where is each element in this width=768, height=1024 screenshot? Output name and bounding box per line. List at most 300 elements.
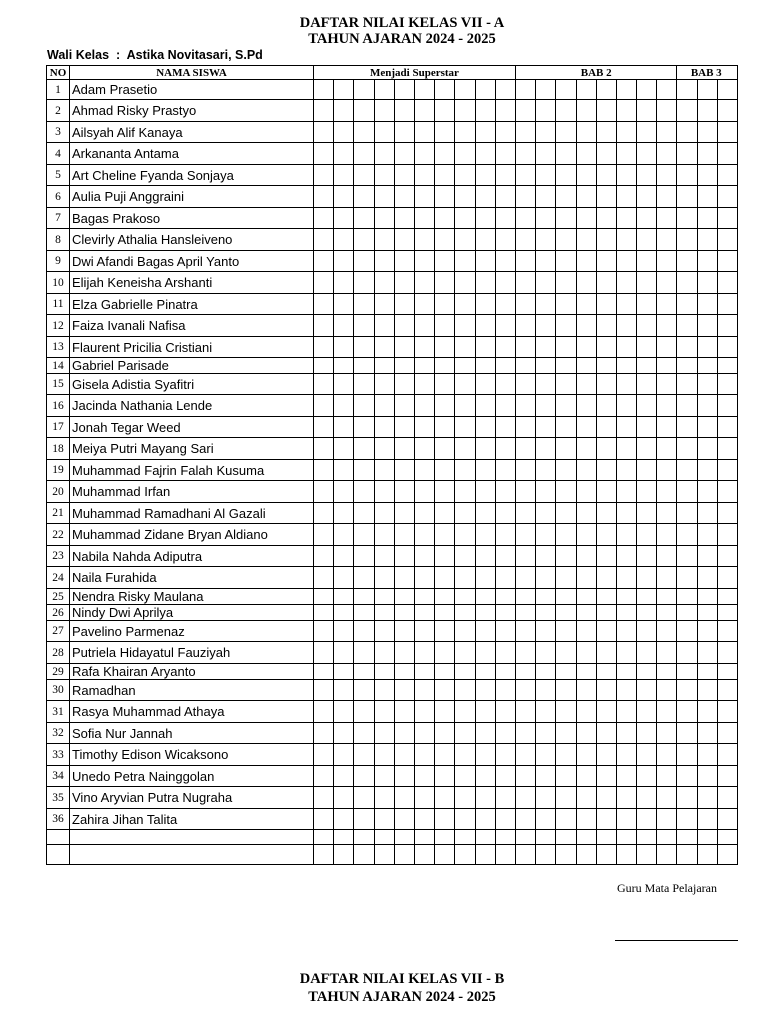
student-name: Muhammad Irfan (70, 481, 314, 503)
student-name: Nindy Dwi Aprilya (70, 605, 314, 621)
grade-cell (515, 567, 535, 589)
grade-cell (657, 642, 677, 664)
grade-cell (394, 251, 414, 272)
student-number: 34 (47, 766, 70, 787)
grade-cell (475, 374, 495, 395)
student-number: 14 (47, 358, 70, 374)
grade-cell (717, 337, 737, 358)
grade-cell (616, 766, 636, 787)
grade-cell (657, 766, 677, 787)
grade-cell (334, 723, 354, 744)
grade-cell (717, 122, 737, 143)
grade-cell (475, 100, 495, 122)
grade-cell (596, 100, 616, 122)
grade-cell (455, 589, 475, 605)
grade-cell (495, 395, 515, 417)
grade-cell (596, 481, 616, 503)
grade-cell (637, 122, 657, 143)
grade-cell (455, 337, 475, 358)
grade-cell (314, 744, 334, 766)
grade-cell (455, 503, 475, 524)
grade-cell (515, 251, 535, 272)
grade-cell (495, 567, 515, 589)
grade-cell (536, 680, 556, 701)
grade-cell (576, 766, 596, 787)
grade-cell (596, 80, 616, 100)
grade-cell (536, 229, 556, 251)
grade-cell (314, 766, 334, 787)
grade-cell (515, 395, 535, 417)
grade-cell (677, 374, 697, 395)
grade-cell (616, 723, 636, 744)
grade-cell (616, 642, 636, 664)
grade-cell (435, 315, 455, 337)
grade-cell (556, 701, 576, 723)
grade-cell (455, 723, 475, 744)
grade-cell (314, 642, 334, 664)
grade-cell (536, 80, 556, 100)
grade-cell (455, 186, 475, 208)
grade-cell (354, 787, 374, 809)
grade-cell (556, 208, 576, 229)
table-row (47, 723, 738, 744)
grade-cell (475, 122, 495, 143)
grade-cell (515, 744, 535, 766)
student-number: 11 (47, 294, 70, 315)
grade-cell (596, 337, 616, 358)
grade-cell (576, 186, 596, 208)
grade-cell (435, 744, 455, 766)
grade-cell (334, 567, 354, 589)
grade-cell (374, 744, 394, 766)
grade-cell (637, 374, 657, 395)
grade-cell (536, 503, 556, 524)
grade-cell (455, 766, 475, 787)
grade-cell (657, 80, 677, 100)
grade-cell (414, 845, 434, 865)
grade-cell (616, 80, 636, 100)
grade-cell (414, 208, 434, 229)
grade-cell (637, 503, 657, 524)
grade-cell (414, 787, 434, 809)
grade-cell (475, 605, 495, 621)
grade-cell (475, 272, 495, 294)
grade-cell (576, 165, 596, 186)
grade-cell (657, 186, 677, 208)
grade-cell (616, 251, 636, 272)
grade-cell (414, 229, 434, 251)
student-name: Meiya Putri Mayang Sari (70, 438, 314, 460)
grade-cell (596, 251, 616, 272)
grade-cell (717, 229, 737, 251)
grade-cell (596, 680, 616, 701)
grade-cell (334, 766, 354, 787)
grade-cell (637, 80, 657, 100)
grade-cell (677, 337, 697, 358)
grade-cell (717, 546, 737, 567)
grade-cell (455, 744, 475, 766)
student-name: Bagas Prakoso (70, 208, 314, 229)
grade-cell (394, 723, 414, 744)
grade-cell (576, 80, 596, 100)
grade-cell (657, 208, 677, 229)
grade-cell (314, 845, 334, 865)
grade-cell (455, 251, 475, 272)
grade-cell (435, 229, 455, 251)
grade-cell (616, 208, 636, 229)
table-row (47, 272, 738, 294)
grade-cell (435, 680, 455, 701)
table-row (47, 664, 738, 680)
grade-cell (374, 524, 394, 546)
grade-cell (576, 589, 596, 605)
grade-cell (596, 503, 616, 524)
grade-cell (394, 208, 414, 229)
grade-cell (536, 830, 556, 845)
grade-cell (435, 143, 455, 165)
grade-cell (374, 374, 394, 395)
grade-cell (576, 524, 596, 546)
grade-cell (435, 438, 455, 460)
grade-cell (697, 642, 717, 664)
grade-cell (596, 186, 616, 208)
grade-cell (657, 567, 677, 589)
grade-cell (455, 701, 475, 723)
table-header-row (47, 66, 738, 80)
grade-cell (576, 294, 596, 315)
grade-cell (556, 460, 576, 481)
grade-cell (637, 664, 657, 680)
grade-cell (556, 395, 576, 417)
grade-cell (374, 165, 394, 186)
grade-cell (637, 315, 657, 337)
grade-cell (334, 481, 354, 503)
grade-cell (414, 122, 434, 143)
grade-cell (374, 503, 394, 524)
grade-cell (414, 143, 434, 165)
grade-cell (455, 524, 475, 546)
grade-cell (677, 100, 697, 122)
grade-cell (637, 766, 657, 787)
grade-cell (697, 460, 717, 481)
signature-line (615, 940, 738, 941)
student-number (47, 830, 70, 845)
grade-cell (697, 122, 717, 143)
grade-cell (657, 744, 677, 766)
student-name: Timothy Edison Wicaksono (70, 744, 314, 766)
grade-cell (677, 122, 697, 143)
grade-cell (536, 100, 556, 122)
grade-cell (677, 165, 697, 186)
grade-cell (596, 143, 616, 165)
student-name (70, 830, 314, 845)
grade-cell (435, 787, 455, 809)
grade-cell (475, 567, 495, 589)
grade-cell (354, 374, 374, 395)
student-name: Zahira Jihan Talita (70, 809, 314, 830)
grade-cell (435, 272, 455, 294)
grade-cell (475, 165, 495, 186)
grade-cell (354, 438, 374, 460)
grade-cell (536, 358, 556, 374)
grade-cell (475, 701, 495, 723)
grade-cell (717, 294, 737, 315)
grade-cell (354, 358, 374, 374)
grade-cell (314, 395, 334, 417)
grade-cell (495, 438, 515, 460)
grade-cell (536, 845, 556, 865)
grade-cell (697, 100, 717, 122)
grade-cell (455, 546, 475, 567)
grade-cell (536, 143, 556, 165)
grade-cell (515, 524, 535, 546)
grade-cell (657, 621, 677, 642)
grade-cell (455, 100, 475, 122)
grade-cell (556, 165, 576, 186)
grade-cell (354, 664, 374, 680)
table-row (47, 621, 738, 642)
table-row (47, 809, 738, 830)
grade-cell (697, 80, 717, 100)
grade-cell (334, 546, 354, 567)
grade-cell (334, 524, 354, 546)
grade-cell (717, 664, 737, 680)
grade-cell (515, 723, 535, 744)
grade-cell (697, 337, 717, 358)
grade-cell (697, 208, 717, 229)
grade-cell (354, 417, 374, 438)
grade-cell (354, 337, 374, 358)
grade-cell (455, 294, 475, 315)
grade-cell (657, 315, 677, 337)
grade-cell (576, 605, 596, 621)
grade-cell (556, 830, 576, 845)
student-name: Ahmad Risky Prastyo (70, 100, 314, 122)
grade-cell (515, 642, 535, 664)
grade-cell (455, 122, 475, 143)
grade-cell (515, 664, 535, 680)
grade-cell (637, 744, 657, 766)
grade-cell (414, 481, 434, 503)
grade-cell (657, 787, 677, 809)
grade-cell (637, 337, 657, 358)
grade-cell (414, 642, 434, 664)
grade-cell (515, 460, 535, 481)
grade-cell (495, 80, 515, 100)
grade-cell (556, 642, 576, 664)
grade-cell (697, 229, 717, 251)
grade-cell (475, 809, 495, 830)
grade-cell (697, 251, 717, 272)
grade-cell (495, 229, 515, 251)
grade-cell (616, 524, 636, 546)
grade-cell (354, 621, 374, 642)
grade-cell (455, 605, 475, 621)
grade-cell (637, 395, 657, 417)
grade-cell (717, 374, 737, 395)
grade-cell (515, 315, 535, 337)
table-row (47, 337, 738, 358)
grade-cell (717, 208, 737, 229)
grade-cell (536, 546, 556, 567)
grade-cell (576, 460, 596, 481)
grade-cell (515, 809, 535, 830)
grade-cell (475, 337, 495, 358)
grade-cell (556, 417, 576, 438)
grade-cell (475, 830, 495, 845)
grade-cell (495, 830, 515, 845)
grade-cell (414, 567, 434, 589)
grade-cell (354, 809, 374, 830)
student-number: 13 (47, 337, 70, 358)
grade-cell (657, 337, 677, 358)
grade-cell (394, 680, 414, 701)
grade-cell (414, 830, 434, 845)
grade-cell (455, 680, 475, 701)
grade-cell (697, 417, 717, 438)
table-row (47, 438, 738, 460)
grade-cell (495, 664, 515, 680)
student-number: 1 (47, 80, 70, 100)
grade-cell (576, 208, 596, 229)
grade-cell (576, 830, 596, 845)
grade-cell (515, 165, 535, 186)
grade-cell (677, 787, 697, 809)
grade-cell (414, 417, 434, 438)
grade-cell (697, 589, 717, 605)
grade-cell (435, 567, 455, 589)
grade-cell (374, 766, 394, 787)
grade-cell (677, 524, 697, 546)
grade-cell (394, 315, 414, 337)
grade-cell (475, 723, 495, 744)
grade-cell (657, 664, 677, 680)
grade-cell (515, 589, 535, 605)
grade-cell (515, 186, 535, 208)
grade-cell (314, 337, 334, 358)
grade-cell (435, 546, 455, 567)
grade-cell (435, 80, 455, 100)
grade-cell (475, 744, 495, 766)
grade-cell (616, 229, 636, 251)
grade-cell (677, 186, 697, 208)
grade-cell (475, 664, 495, 680)
grade-cell (314, 122, 334, 143)
grade-cell (414, 438, 434, 460)
grade-cell (637, 701, 657, 723)
grade-cell (475, 251, 495, 272)
grade-cell (334, 589, 354, 605)
grade-cell (475, 524, 495, 546)
grade-cell (556, 80, 576, 100)
grade-cell (314, 272, 334, 294)
next-sheet-title: DAFTAR NILAI KELAS VII - B (299, 971, 505, 987)
student-number: 9 (47, 251, 70, 272)
homeroom-teacher: Wali Kelas : Astika Novitasari, S.Pd (47, 48, 263, 62)
grade-cell (354, 80, 374, 100)
grade-cell (556, 358, 576, 374)
grade-cell (314, 701, 334, 723)
grade-cell (637, 100, 657, 122)
grade-cell (576, 845, 596, 865)
grade-cell (414, 766, 434, 787)
grade-cell (637, 621, 657, 642)
grade-cell (354, 766, 374, 787)
grade-cell (596, 605, 616, 621)
grade-cell (414, 664, 434, 680)
student-number: 23 (47, 546, 70, 567)
grade-cell (596, 358, 616, 374)
grade-cell (354, 546, 374, 567)
grade-cell (616, 680, 636, 701)
grade-cell (677, 417, 697, 438)
grade-cell (515, 438, 535, 460)
grade-cell (556, 567, 576, 589)
grade-cell (495, 701, 515, 723)
grade-cell (515, 100, 535, 122)
grade-cell (475, 680, 495, 701)
grade-cell (616, 374, 636, 395)
grade-cell (414, 589, 434, 605)
student-number: 25 (47, 589, 70, 605)
grade-cell (717, 524, 737, 546)
grade-cell (657, 546, 677, 567)
grade-cell (677, 680, 697, 701)
grade-cell (515, 272, 535, 294)
grade-cell (354, 315, 374, 337)
grade-cell (374, 143, 394, 165)
grade-cell (697, 567, 717, 589)
header-no: NO (47, 66, 70, 80)
student-number: 8 (47, 229, 70, 251)
grade-cell (717, 143, 737, 165)
grade-cell (314, 186, 334, 208)
grade-cell (435, 358, 455, 374)
student-name: Jacinda Nathania Lende (70, 395, 314, 417)
grade-cell (596, 701, 616, 723)
grade-cell (596, 830, 616, 845)
grade-cell (314, 567, 334, 589)
grade-cell (677, 605, 697, 621)
grade-cell (475, 208, 495, 229)
student-number: 18 (47, 438, 70, 460)
grade-cell (435, 186, 455, 208)
grade-cell (475, 186, 495, 208)
grade-cell (334, 315, 354, 337)
grade-cell (677, 744, 697, 766)
grade-cell (455, 460, 475, 481)
grade-cell (616, 567, 636, 589)
grade-cell (657, 100, 677, 122)
grade-cell (334, 80, 354, 100)
grade-cell (354, 524, 374, 546)
grade-cell (596, 374, 616, 395)
table-row (47, 100, 738, 122)
grade-cell (717, 80, 737, 100)
grade-cell (596, 589, 616, 605)
grade-cell (394, 481, 414, 503)
grade-cell (374, 664, 394, 680)
table-row (47, 122, 738, 143)
grade-cell (495, 100, 515, 122)
grade-cell (394, 845, 414, 865)
grade-cell (576, 417, 596, 438)
grade-cell (556, 503, 576, 524)
grade-cell (455, 830, 475, 845)
student-number: 12 (47, 315, 70, 337)
grade-cell (657, 524, 677, 546)
grade-cell (596, 766, 616, 787)
